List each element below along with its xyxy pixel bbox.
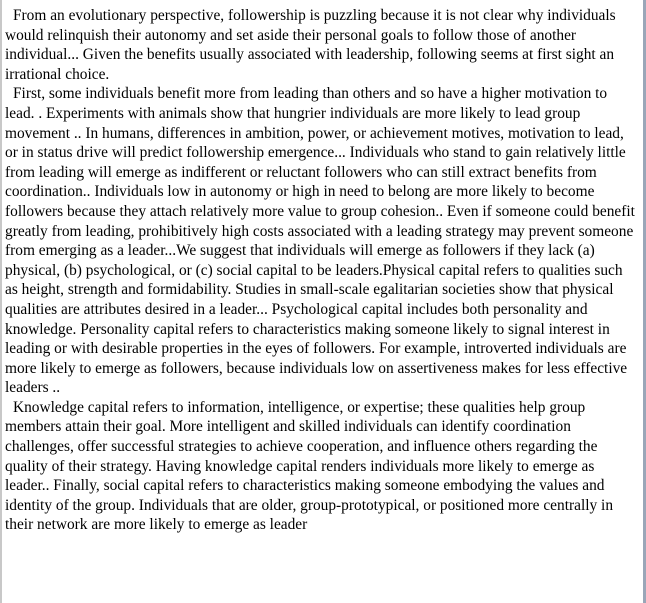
paragraph-1: From an evolutionary perspective, followership is puzzling because it is not clear why individuals would relinquish their autonomy and set aside their personal goals to follow those of another individual... Given the benefits usually associated with leadership, following seems at first sight an irrational choice. xyxy=(5,7,616,83)
paragraph-3: Knowledge capital refers to information, intelligence, or expertise; these qualities help group members attain their goal. More intelligent and skilled individuals can identify coordination challenges, offer successful strategies to achieve cooperation, and influence others regarding the quality of their strategy. Having knowledge capital renders individuals more likely to emerge as leader.. Finally, social capital refers to characteristics making someone embodying the values and identity of the group. Individuals that are older, group-prototypical, or positioned more centrally in their network are more likely to emerge as leader xyxy=(5,398,614,534)
paragraph-2: First, some individuals benefit more from leading than others and so have a higher motivation to lead. . Experiments with animals show that hungrier individuals are more likely to lead group movement .. In humans, differences in ambition, power, or achievement motives, motivation to lead, or in status drive will predict followership emergence... Individuals who stand to gain relatively little from leading will emerge as indifferent or reluctant followers who can still extract benefits from coordination.. Individuals low in autonomy or high in need to belong are more likely to become followers because they attach relatively more value to group cohesion.. Even if someone could benefit greatly from leading, prohibitively high costs associated with a leading strategy may prevent someone from emerging as a leader...We suggest that individuals will emerge as followers if they lack (a) physical, (b) psychological, or (c) social capital to be leaders.Physical capital refers to qualities such as height, strength and formidability. Studies in small-scale egalitarian societies show that physical qualities are attributes desired in a leader... Psychological capital includes both personality and knowledge. Personality capital refers to characteristics making someone likely to signal interest in leading or with desirable properties in the eyes of followers. For example, introverted individuals are more likely to emerge as followers, because individuals low on assertiveness makes for less effective leaders .. xyxy=(5,85,635,397)
left-border xyxy=(0,0,2,603)
document-text[interactable] xyxy=(5,6,639,535)
